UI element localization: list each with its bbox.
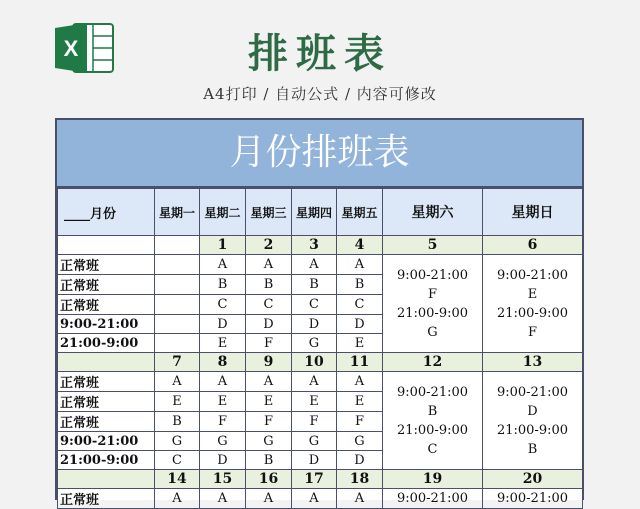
shift-cell[interactable]: G xyxy=(292,432,337,451)
shift-cell[interactable]: A xyxy=(200,255,246,275)
shift-cell[interactable]: E xyxy=(337,334,383,353)
weekend-shift-line: F xyxy=(527,324,538,340)
shift-label: 9:00-21:00 xyxy=(58,432,155,451)
date-cell[interactable]: 17 xyxy=(292,470,337,489)
shift-cell[interactable] xyxy=(155,255,200,275)
shift-cell[interactable]: D xyxy=(200,451,246,470)
page-title: 排班表 xyxy=(248,31,392,77)
shift-cell[interactable]: D xyxy=(200,315,246,334)
shift-cell[interactable]: B xyxy=(155,412,200,432)
shift-cell[interactable] xyxy=(155,334,200,353)
date-cell[interactable]: 4 xyxy=(337,236,383,255)
shift-row xyxy=(58,372,583,392)
weekend-shift-cell[interactable] xyxy=(483,372,583,470)
svg-text:X: X xyxy=(63,36,79,61)
shift-label: 9:00-21:00 xyxy=(58,315,155,334)
shift-cell[interactable]: C xyxy=(292,295,337,315)
date-cell[interactable]: 1 xyxy=(200,236,246,255)
shift-cell[interactable]: A xyxy=(292,489,337,509)
date-cell[interactable]: 9 xyxy=(246,353,292,372)
shift-cell[interactable]: A xyxy=(246,489,292,509)
shift-cell[interactable]: B xyxy=(246,275,292,295)
shift-cell[interactable]: A xyxy=(337,372,383,392)
date-cell[interactable]: 18 xyxy=(337,470,383,489)
date-label-cell xyxy=(58,353,155,372)
date-row xyxy=(58,470,583,489)
weekend-shift-line: G xyxy=(427,324,438,340)
shift-label: 21:00-9:00 xyxy=(58,451,155,470)
date-row xyxy=(58,353,583,372)
date-row xyxy=(58,236,583,255)
date-cell[interactable]: 11 xyxy=(337,353,383,372)
shift-cell[interactable]: G xyxy=(292,334,337,353)
shift-cell[interactable]: A xyxy=(200,489,246,509)
shift-cell[interactable] xyxy=(155,295,200,315)
weekend-shift-line: F xyxy=(427,286,438,302)
shift-cell[interactable]: D xyxy=(337,315,383,334)
shift-cell[interactable]: F xyxy=(246,334,292,353)
weekend-shift-line: 21:00-9:00 xyxy=(396,305,469,321)
weekend-shift-line: 9:00-21:00 xyxy=(496,267,569,283)
shift-cell[interactable]: C xyxy=(200,295,246,315)
date-cell[interactable]: 2 xyxy=(246,236,292,255)
shift-cell[interactable]: A xyxy=(337,255,383,275)
shift-cell[interactable]: A xyxy=(200,372,246,392)
date-cell[interactable]: 7 xyxy=(155,353,200,372)
shift-label: 正常班 xyxy=(58,392,155,412)
weekday-header-cell: 星期五 xyxy=(337,189,383,236)
weekend-shift-cell[interactable] xyxy=(483,489,583,509)
shift-cell[interactable]: F xyxy=(292,412,337,432)
shift-cell[interactable]: A xyxy=(246,372,292,392)
shift-label: 正常班 xyxy=(58,255,155,275)
shift-cell[interactable]: D xyxy=(337,451,383,470)
weekend-shift-line: C xyxy=(427,441,438,457)
shift-cell[interactable]: E xyxy=(200,334,246,353)
shift-cell[interactable]: B xyxy=(246,451,292,470)
date-cell[interactable]: 16 xyxy=(246,470,292,489)
shift-cell[interactable]: E xyxy=(337,392,383,412)
weekend-shift-cell[interactable] xyxy=(383,489,483,509)
shift-cell[interactable]: D xyxy=(246,315,292,334)
weekend-shift-line: 9:00-21:00 xyxy=(396,384,469,400)
weekday-header-cell: 星期一 xyxy=(155,189,200,236)
sheet-title: 月份排班表 xyxy=(57,120,582,188)
weekend-shift-line: 9:00-21:00 xyxy=(396,491,469,506)
date-cell[interactable]: 6 xyxy=(483,236,583,255)
shift-cell[interactable]: G xyxy=(337,432,383,451)
date-cell[interactable]: 3 xyxy=(292,236,337,255)
shift-cell[interactable]: B xyxy=(292,275,337,295)
date-cell[interactable]: 13 xyxy=(483,353,583,372)
shift-cell[interactable]: C xyxy=(246,295,292,315)
schedule-table xyxy=(57,188,583,509)
shift-label: 21:00-9:00 xyxy=(58,334,155,353)
shift-label: 正常班 xyxy=(58,275,155,295)
weekend-shift-line: B xyxy=(527,441,538,457)
weekend-shift-line: E xyxy=(527,286,538,302)
weekend-shift-line: 9:00-21:00 xyxy=(496,491,569,506)
weekday-header-cell: 星期六 xyxy=(383,189,483,236)
shift-cell[interactable]: A xyxy=(292,372,337,392)
weekend-shift-line: 21:00-9:00 xyxy=(396,422,469,438)
date-cell[interactable]: 5 xyxy=(383,236,483,255)
shift-cell[interactable]: G xyxy=(155,432,200,451)
shift-label: 正常班 xyxy=(58,412,155,432)
shift-label: 正常班 xyxy=(58,295,155,315)
shift-cell[interactable]: E xyxy=(246,392,292,412)
shift-cell[interactable]: F xyxy=(337,412,383,432)
weekend-shift-line: B xyxy=(427,403,438,419)
shift-cell[interactable]: A xyxy=(337,489,383,509)
shift-cell[interactable]: A xyxy=(155,489,200,509)
weekend-shift-cell[interactable] xyxy=(383,255,483,353)
shift-cell[interactable]: A xyxy=(155,372,200,392)
date-label-cell xyxy=(58,470,155,489)
date-cell[interactable]: 14 xyxy=(155,470,200,489)
shift-cell[interactable]: D xyxy=(292,315,337,334)
shift-cell[interactable]: E xyxy=(292,392,337,412)
shift-cell[interactable]: G xyxy=(246,432,292,451)
weekday-header-row xyxy=(58,189,583,236)
weekend-shift-line: 21:00-9:00 xyxy=(496,305,569,321)
date-cell[interactable]: 19 xyxy=(383,470,483,489)
month-label-cell[interactable]: ____月份 xyxy=(58,189,155,236)
shift-label: 正常班 xyxy=(58,489,155,509)
shift-row xyxy=(58,255,583,275)
date-cell[interactable]: 10 xyxy=(292,353,337,372)
weekend-shift-cell[interactable] xyxy=(383,372,483,470)
weekend-shift-line: 21:00-9:00 xyxy=(496,422,569,438)
weekend-shift-cell[interactable] xyxy=(483,255,583,353)
weekday-header-cell: 星期三 xyxy=(246,189,292,236)
date-label-cell xyxy=(58,236,155,255)
date-cell[interactable]: 15 xyxy=(200,470,246,489)
shift-cell[interactable] xyxy=(155,315,200,334)
shift-cell[interactable]: C xyxy=(337,295,383,315)
weekday-header-cell: 星期二 xyxy=(200,189,246,236)
weekend-shift-line: D xyxy=(527,403,538,419)
date-cell[interactable] xyxy=(155,236,200,255)
shift-cell[interactable]: B xyxy=(200,275,246,295)
shift-cell[interactable] xyxy=(155,275,200,295)
shift-cell[interactable]: F xyxy=(246,412,292,432)
shift-cell[interactable]: D xyxy=(292,451,337,470)
date-cell[interactable]: 20 xyxy=(483,470,583,489)
page-subtitle: A4打印 / 自动公式 / 内容可修改 xyxy=(203,85,437,103)
shift-cell[interactable]: B xyxy=(337,275,383,295)
shift-row xyxy=(58,489,583,509)
weekday-header-cell: 星期四 xyxy=(292,189,337,236)
shift-cell[interactable]: E xyxy=(200,392,246,412)
weekday-header-cell: 星期日 xyxy=(483,189,583,236)
date-cell[interactable]: 8 xyxy=(200,353,246,372)
date-cell[interactable]: 12 xyxy=(383,353,483,372)
weekend-shift-line: 9:00-21:00 xyxy=(496,384,569,400)
shift-cell[interactable]: F xyxy=(200,412,246,432)
weekend-shift-line: 9:00-21:00 xyxy=(396,267,469,283)
shift-cell[interactable]: C xyxy=(155,451,200,470)
shift-cell[interactable]: G xyxy=(200,432,246,451)
shift-label: 正常班 xyxy=(58,372,155,392)
shift-cell[interactable]: E xyxy=(155,392,200,412)
schedule-sheet xyxy=(55,118,584,508)
shift-cell[interactable]: A xyxy=(246,255,292,275)
shift-cell[interactable]: A xyxy=(292,255,337,275)
